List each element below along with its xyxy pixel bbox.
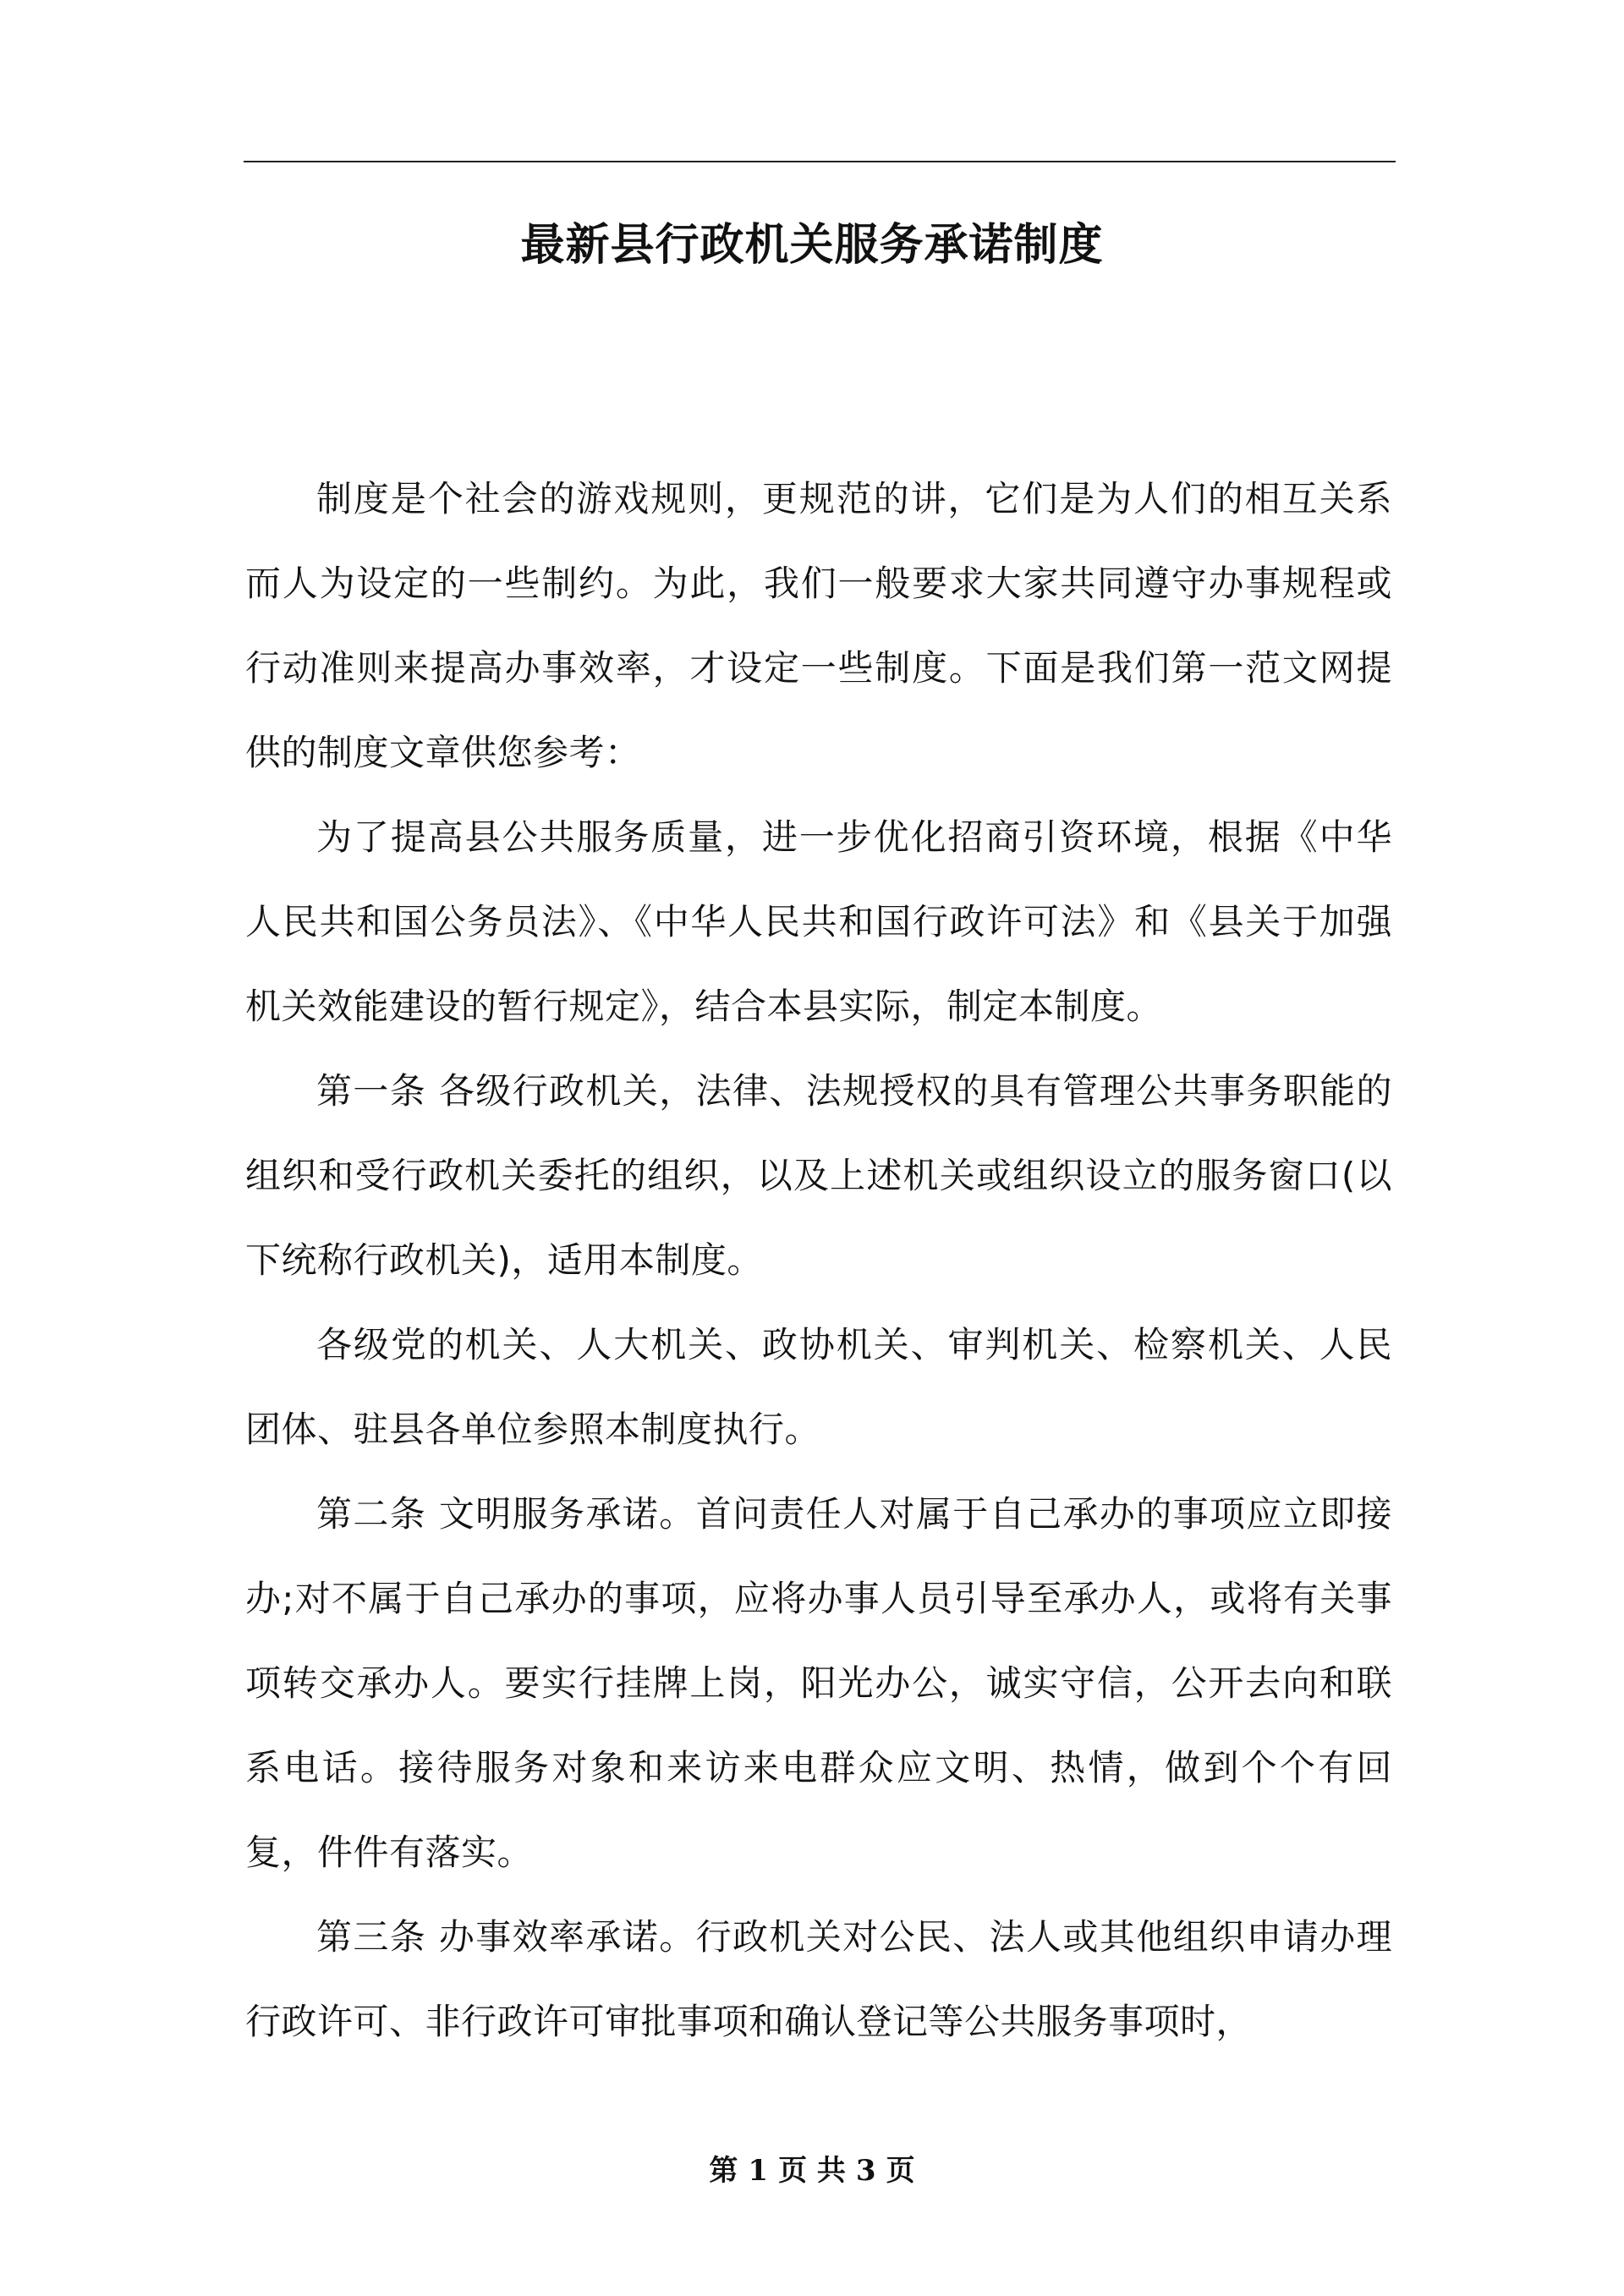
- paragraph-article-3: 第三条 办事效率承诺。行政机关对公民、法人或其他组织申请办理行政许可、非行政许可审批事项和确认登记等公共服务事项时，: [245, 1916, 1392, 2042]
- paragraph-article-1: 第一条 各级行政机关，法律、法规授权的具有管理公共事务职能的组织和受行政机关委托的组织，以及上述机关或组织设立的服务窗口(以下统称行政机关)，适用本制度。: [245, 1070, 1392, 1281]
- header-rule: [244, 161, 1396, 162]
- document-body: [245, 457, 1392, 2064]
- footer-middle: 页 共: [778, 2154, 846, 2188]
- footer-total-pages: 3: [855, 2154, 876, 2188]
- page-footer: [0, 2147, 1624, 2189]
- document-title: 最新县行政机关服务承诺制度: [520, 220, 1104, 271]
- footer-suffix: 页: [886, 2154, 915, 2188]
- footer-current-page: 1: [748, 2154, 769, 2188]
- paragraph-purpose: 为了提高县公共服务质量，进一步优化招商引资环境，根据《中华人民共和国公务员法》、《中华人民共和国行政许可法》和《县关于加强机关效能建设的暂行规定》，结合本县实际，制定本制度。: [245, 816, 1392, 1027]
- paragraph-intro: 制度是个社会的游戏规则，更规范的讲，它们是为人们的相互关系而人为设定的一些制约。为此，我们一般要求大家共同遵守办事规程或行动准则来提高办事效率，才设定一些制度。下面是我们第一范文网提供的制度文章供您参考：: [245, 478, 1392, 773]
- footer-prefix: 第: [709, 2154, 738, 2188]
- paragraph-article-1-scope: 各级党的机关、人大机关、政协机关、审判机关、检察机关、人民团体、驻县各单位参照本制度执行。: [245, 1324, 1392, 1450]
- paragraph-article-2: 第二条 文明服务承诺。首问责任人对属于自己承办的事项应立即接办;对不属于自己承办的事项，应将办事人员引导至承办人，或将有关事项转交承办人。要实行挂牌上岗，阳光办公，诚实守信，公开去向和联系电话。接待服务对象和来访来电群众应文明、热情，做到个个有回复，件件有落实。: [245, 1493, 1392, 1873]
